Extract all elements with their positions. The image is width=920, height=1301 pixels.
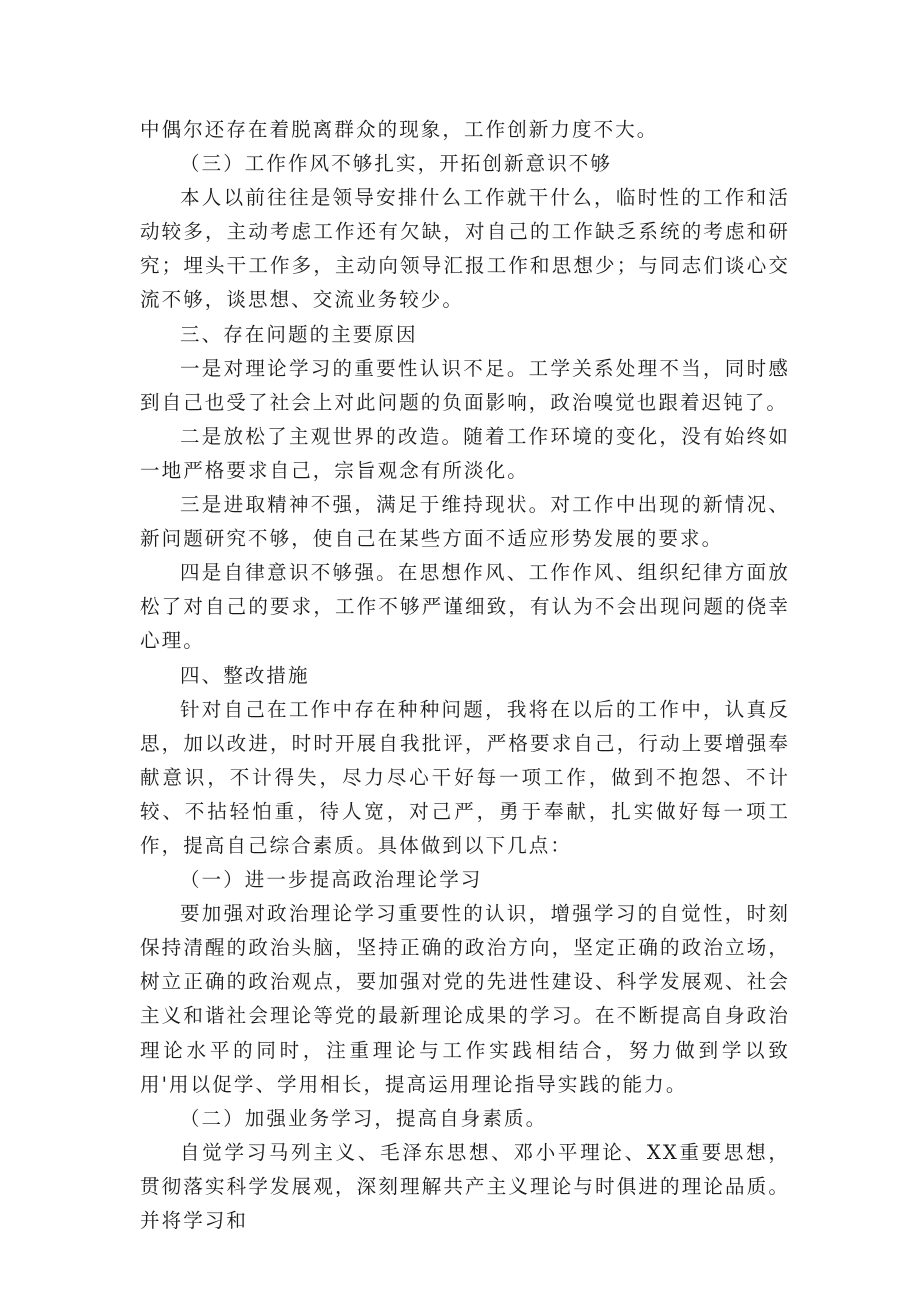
paragraph-political-theory: 要加强对政治理论学习重要性的认识，增强学习的自觉性，时刻保持清醒的政治头脑，坚持正确的政治方向，坚定正确的政治立场，树立正确的政治观点，要加强对党的先进性建设、科学发展观、社会主义和谐社会理论等党的最新理论成果的学习。在不断提高自身政治理论水平的同时，注重理论与工作实践相结合，努力做到学以致用'用以促学、学用相长，提高运用理论指导实践的能力。	[140, 902, 790, 1096]
paragraph-continuation: 中偶尔还存在着脱离群众的现象，工作创新力度不大。	[140, 118, 659, 141]
subsection-heading-political-theory: （一）进一步提高政治理论学习	[180, 868, 483, 892]
paragraph-cause-3: 三是进取精神不强，满足于维持现状。对工作中出现的新情况、新问题研究不够，使自己在某些方面不适应形势发展的要求。	[140, 493, 790, 551]
subsection-heading-business-study: （二）加强业务学习，提高自身素质。	[180, 1106, 548, 1130]
paragraph-work-style: 本人以前往往是领导安排什么工作就干什么，临时性的工作和活动较多，主动考虑工作还有欠缺，对自己的工作缺乏系统的考虑和研究；埋头干工作多，主动向领导汇报工作和思想少；与同志们谈心交流不够，谈思想、交流业务较少。	[140, 186, 790, 312]
paragraph-cause-4: 四是自律意识不够强。在思想作风、工作作风、组织纪律方面放松了对自己的要求，工作不够严谨细致，有认为不会出现问题的侥幸心理。	[140, 561, 790, 653]
paragraph-cause-1: 一是对理论学习的重要性认识不足。工学关系处理不当，同时感到自己也受了社会上对此问题的负面影响，政治嗅觉也跟着迟钝了。	[140, 356, 790, 414]
paragraph-business-study: 自觉学习马列主义、毛泽东思想、邓小平理论、XX重要思想，贯彻落实科学发展观，深刻理解共产主义理论与时俱进的理论品质。并将学习和	[140, 1140, 790, 1232]
document-body	[140, 113, 790, 1238]
section-heading-3-subsection: （三）工作作风不够扎实，开拓创新意识不够	[180, 152, 613, 176]
paragraph-measures-intro: 针对自己在工作中存在种种问题，我将在以后的工作中，认真反思，加以改进，时时开展自我批评，严格要求自己，行动上要增强奉献意识，不计得失，尽力尽心干好每一项工作，做到不抱怨、不计较、不拈轻怕重，待人宽，对己严，勇于奉献，扎实做好每一项工作，提高自己综合素质。具体做到以下几点：	[140, 697, 790, 857]
section-heading-measures: 四、整改措施	[180, 663, 310, 687]
paragraph-cause-2: 二是放松了主观世界的改造。随着工作环境的变化，没有始终如一地严格要求自己，宗旨观念有所淡化。	[140, 424, 790, 482]
section-heading-main-causes: 三、存在问题的主要原因	[180, 322, 418, 346]
